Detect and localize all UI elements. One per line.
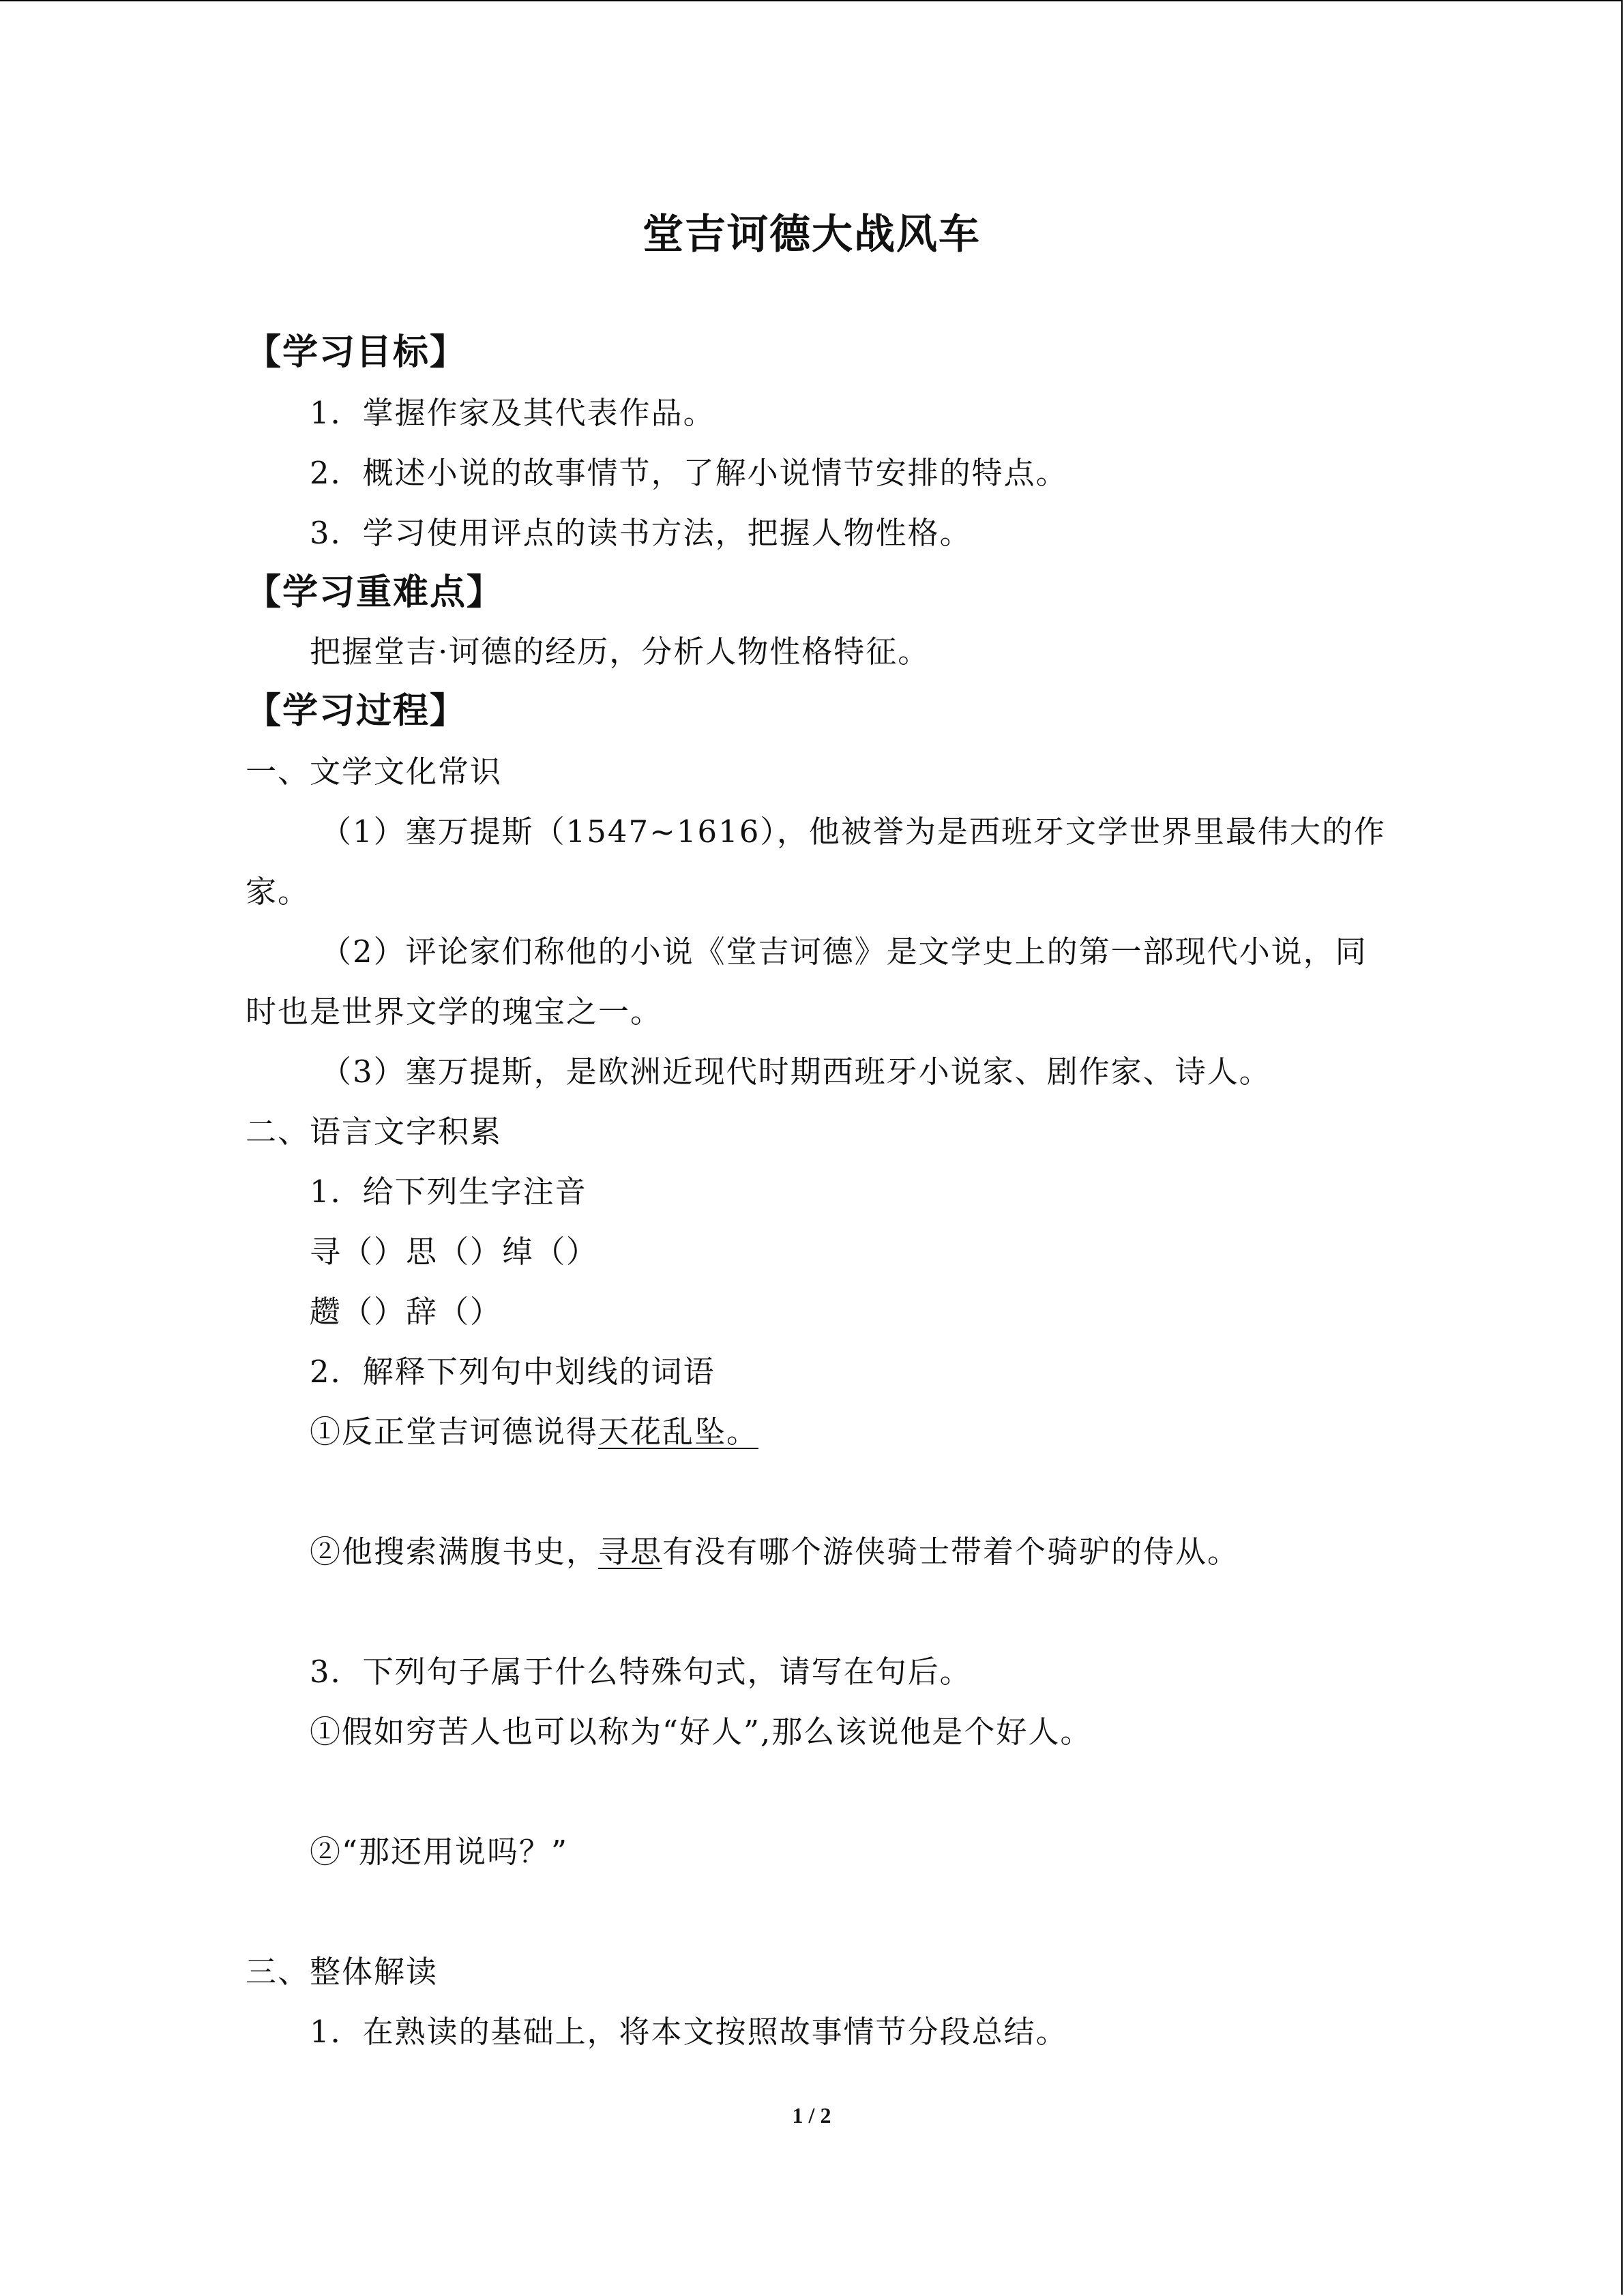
process-heading: 【学习过程】 [246,691,467,732]
document-title: 堂吉诃德大战风车 [643,211,981,258]
question-3-title: 3．下列句子属于什么特殊句式，请写在句后。 [310,1654,972,1690]
question-2-sentence-2 [310,1532,1239,1572]
section-1-para-1-line-2: 家。 [246,874,310,910]
question-2-sentence-1 [310,1412,758,1452]
objective-item-1: 1．掌握作家及其代表作品。 [310,395,715,431]
question-3-sentence-2: ②“那还用说吗？” [310,1834,569,1870]
section-1-title: 一、文学文化常识 [246,754,503,790]
underlined-term-2: 寻思 [598,1534,663,1570]
objective-item-2: 2．概述小说的故事情节，了解小说情节安排的特点。 [310,455,1068,491]
page-number: 1 / 2 [792,2103,831,2128]
section-1-para-2-line-2: 时也是世界文学的瑰宝之一。 [246,994,663,1030]
question-1-row-2: 趱（）辞（） [310,1294,503,1330]
objectives-heading: 【学习目标】 [246,332,467,373]
question-3-sentence-1: ①假如穷苦人也可以称为“好人”,那么该说他是个好人。 [310,1714,1093,1750]
section-1-para-1-line-1: （1）塞万提斯（1547~1616），他被誉为是西班牙文学世界里最伟大的作 [321,814,1386,850]
question-1-row-1: 寻（）思（）绰（） [310,1234,599,1270]
objective-item-3: 3．学习使用评点的读书方法，把握人物性格。 [310,515,972,551]
section-3-question-1: 1．在熟读的基础上，将本文按照故事情节分段总结。 [310,2014,1068,2050]
question-2-sentence-2-prefix: ②他搜索满腹书史， [310,1534,599,1570]
section-1-para-3: （3）塞万提斯，是欧洲近现代时期西班牙小说家、剧作家、诗人。 [321,1054,1271,1090]
section-2-title: 二、语言文字积累 [246,1114,503,1150]
question-1-title: 1．给下列生字注音 [310,1174,587,1210]
section-3-title: 三、整体解读 [246,1954,439,1990]
question-2-sentence-2-suffix: 有没有哪个游侠骑士带着个骑驴的侍从。 [662,1534,1240,1570]
key-points-heading: 【学习重难点】 [246,572,504,613]
key-points-text: 把握堂吉·诃德的经历，分析人物性格特征。 [310,633,930,670]
section-1-para-2-line-1: （2）评论家们称他的小说《堂吉诃德》是文学史上的第一部现代小说，同 [321,934,1368,970]
question-2-title: 2．解释下列句中划线的词语 [310,1354,715,1390]
underlined-term-1: 天花乱坠。 [598,1414,759,1450]
question-2-sentence-1-text: ①反正堂吉诃德说得 [310,1414,599,1450]
